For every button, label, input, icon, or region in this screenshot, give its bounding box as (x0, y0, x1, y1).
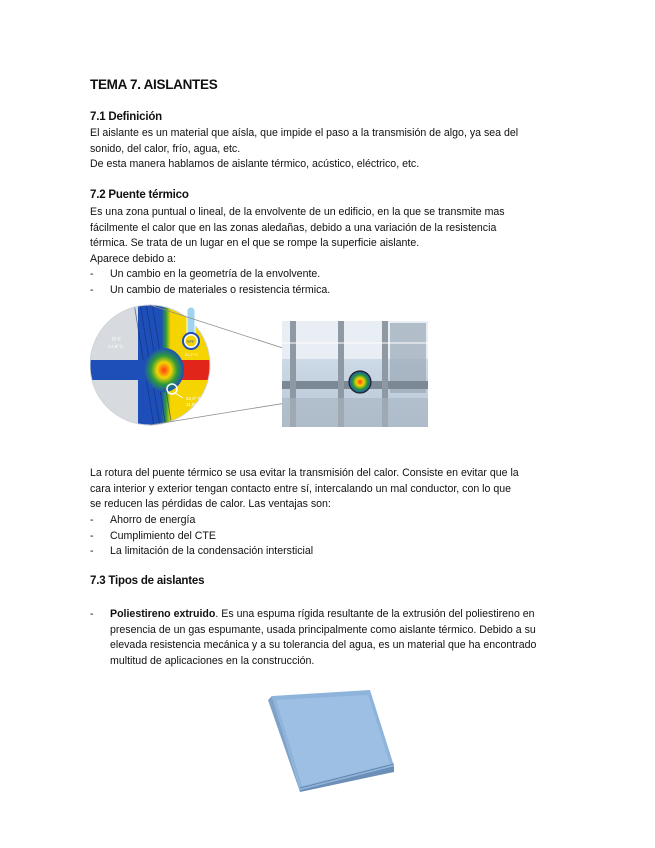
list-item: - La limitación de la condensación intersticial (90, 544, 568, 560)
list-item: - Un cambio en la geometría de la envolvente. (90, 267, 568, 283)
outer-temp-f: 0º F (112, 337, 122, 343)
bridge-temp-c: 11,5º C (186, 402, 201, 407)
section-heading-tipos: 7.3 Tipos de aislantes (90, 575, 205, 587)
definition-paragraph (90, 126, 568, 173)
text-line: El aislante es un material que aísla, que impide el paso a la transmisión de algo, ya sea del (90, 127, 519, 139)
page-title: TEMA 7. AISLANTES (90, 77, 218, 92)
material-name: Poliestireno extruido (110, 608, 216, 620)
section-heading-definicion: 7.1 Definición (90, 111, 162, 123)
text-line: Es una zona puntual o lineal, de la envolvente de un edificio, en la que se transmite mas (90, 206, 505, 218)
text-line: se reducen las pérdidas de calor. Las ventajas son: (90, 498, 331, 511)
text-line: térmica. Se trata de un lugar en el que se rompe la superficie aislante. (90, 237, 420, 250)
thermo-temp-c: 21,1º C (185, 352, 199, 357)
thermo-temp-f: 70ºF (186, 339, 195, 344)
thermal-bridge-figure (90, 303, 430, 427)
xps-board-image (266, 690, 396, 792)
causes-list (90, 267, 568, 298)
text-line: cara interior y exterior tengan contacto entre sí, intercalando un mal conductor, con lo que (90, 482, 512, 495)
dash-marker: - (90, 514, 94, 526)
bridge-temp-f: 52,6º F (186, 396, 201, 401)
thermal-bridge-paragraph (90, 205, 568, 267)
window-photo (282, 321, 428, 427)
outer-temp-c: -17,8º C (107, 344, 124, 349)
list-item-poliestireno (90, 607, 565, 669)
rotura-paragraph (90, 466, 568, 513)
text-line: La rotura del puente térmico se usa evitar la transmisión del calor. Consiste en evitar que la (90, 467, 519, 479)
text-line: fácilmente el calor que en las zonas aledañas, debido a una variación de la resistencia (90, 221, 497, 234)
material-description: . Es una espuma rígida resultante de la extrusión del poliestireno en presencia de un gas espumante, usada principalmente como aislante térmico. Debido a su elevada resistencia mecánica y a su tolerancia del agua, es un material que ha encontrado multitud de aplicaciones en la construcción. (110, 608, 537, 667)
dash-marker: - (90, 545, 94, 558)
dash-marker: - (90, 283, 94, 296)
dash-marker: - (90, 608, 94, 620)
text-line: sonido, del calor, frío, agua, etc. (90, 142, 241, 155)
advantages-list (90, 513, 568, 560)
list-item: - Un cambio de materiales o resistencia térmica. (90, 283, 568, 299)
text-line: Aparece debido a: (90, 252, 176, 265)
list-item: - Cumplimiento del CTE (90, 529, 568, 545)
dash-marker: - (90, 268, 94, 280)
list-item: - Ahorro de energía (90, 513, 568, 529)
section-heading-puente-termico: 7.2 Puente térmico (90, 189, 189, 201)
dash-marker: - (90, 529, 94, 542)
text-line: De esta manera hablamos de aislante térmico, acústico, eléctrico, etc. (90, 158, 420, 171)
